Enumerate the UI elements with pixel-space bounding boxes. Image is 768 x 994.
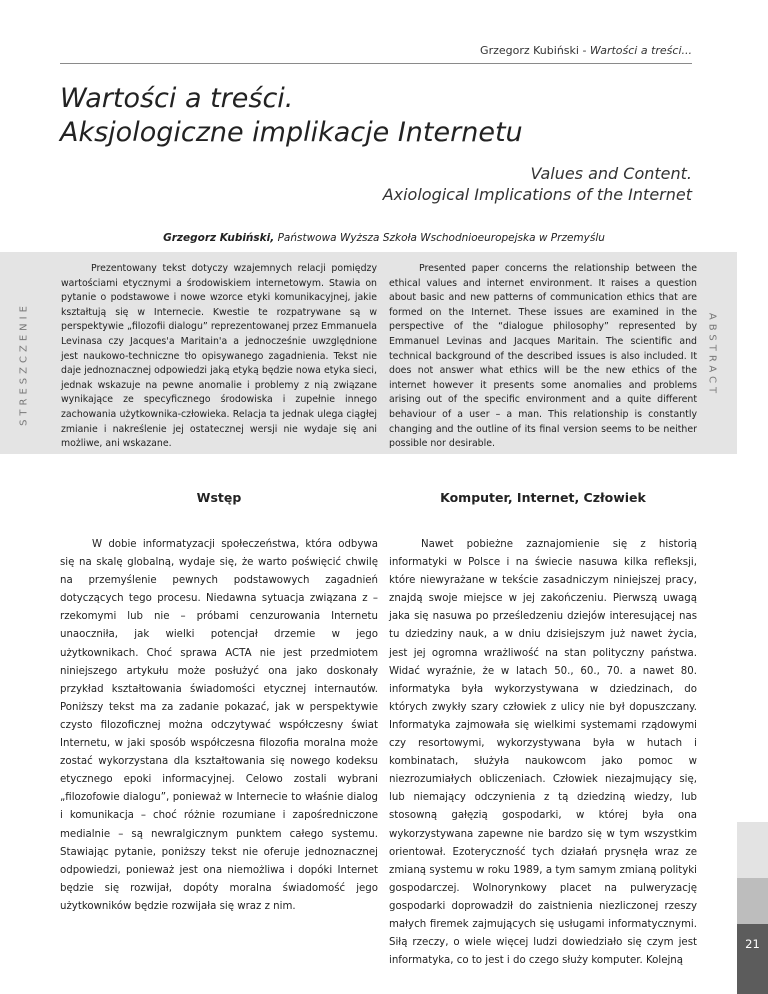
label-abstract: ABSTRACT [706,312,718,398]
body-text-right: Nawet pobieżne zaznajomienie się z historią informatyki w Polsce i na świecie nasuwa kilka refleksji, które niewyrażane w tekście zasadniczym niniejszej pracy, znajdą swoje miejsce w jej zakończeniu. Pierwszą uwagą jaka się nasuwa po prześledzeniu dziejów interesującej nas tu dziedziny nauk, a w dniu dzisiejszym już nawet życia, jest jej ogromna wrażliwość na stan polityczny państwa. Widać wyraźnie, że w latach 50., 60., 70. a nawet 80. informatyka była wykorzystywana w dziedzinach, do których zwykły szary człowiek z ulicy nie był dopuszczany. Informatyka zajmowała się wielkimi systemami rządowymi czy resortowymi, wykorzystywana była w hutach i kombinatach, służyła naukowcom jako pomoc w niezrozumiałych obliczeniach. Człowiek niezajmujący się, lub niemający odczynienia z tą dziedziną wiedzy, lub stosowną gałęzią gospodarki, w której była ona wykorzystywana zapewne nie bardzo się w tym wszystkim orientował. Ezoteryczność tych działań prysnęła wraz ze zmianą systemu w roku 1989, a tym samym zmianą polityki gospodarczej. Wolnorynkowy placet na pulweryzację gospodarki doprowadził do zaistnienia niezliczonej rzeszy małych firemek zajmujących się usługami informatycznymi. Siłą rzeczy, o wiele więcej ludzi dowiedziało się czym jest informatyka, co to jest i do czego służy komputer. Kolejną [389,539,697,967]
title-english [232,163,692,205]
byline [0,232,768,244]
page-number: 21 [745,937,760,951]
page-tab-light [737,822,768,878]
byline-author: Grzegorz Kubiński, [163,232,275,244]
running-head [480,44,692,57]
byline-affiliation: Państwowa Wyższa Szkoła Wschodnioeuropejska w Przemyślu [274,232,605,244]
running-head-author: Grzegorz Kubiński - [480,44,590,57]
title-polish-line2: Aksjologiczne implikacje Internetu [60,117,523,148]
abstract-english: Presented paper concerns the relationship between the ethical values and internet environment. It raises a question about basic and new patterns of communication ethics that are formed on the Internet. These issues are examined in the perspective of the “dialogue philosophy” represented by Emmanuel Levinas and Jacques Maritain. The scientific and technical background of the described issues is also included. It does not answer what ethics will be the new ethics of the internet however it presents some anomalies and problems arising out of the specific environment and a quite different behaviour of a user – a man. This relationship is constantly changing and the outline of its final version seems to be neither possible nor desirable. [389,263,697,450]
title-english-line2: Axiological Implications of the Internet [382,185,692,204]
page-tab-mid [737,878,768,924]
section-heading-komputer: Komputer, Internet, Człowiek [440,490,646,505]
page-tab-dark [737,924,768,994]
title-english-line1: Values and Content. [530,164,692,183]
body-text-left: W dobie informatyzacji społeczeństwa, która odbywa się na skalę globalną, wydaje się, że warto poświęcić chwilę na przemyślenie pewnych podstawowych zagadnień dotyczących tego procesu. Niedawna sytuacja związana z – rzekomymi lub nie – próbami cenzurowania Internetu unaoczniła, jak wielki potencjał drzemie w jego użytkownikach. Choć sprawa ACTA nie jest przedmiotem niniejszego artykułu może posłużyć ona jako doskonały przykład kształtowania świadomości etycznej internautów. Poniższy tekst ma za zadanie pokazać, jak w perspektywie czysto filozoficznej można odczytywać współczesny świat Internetu, w jaki sposób współczesna filozofia moralna może zostać wykorzystana dla kształtowania się nowego kodeksu etycznego epoki informacyjnej. Celowo zostali wybrani „filozofowie dialogu”, ponieważ w Internecie to właśnie dialog i komunikacja – choć różnie rozumiane i zapośredniczone medialnie – są newralgicznym punktem całego systemu. Stawiając pytanie, poniższy tekst nie oferuje jednoznacznej odpowiedzi, ponieważ jest ona niemożliwa i dopóki Internet będzie się rozwijał, dopóty moralna świadomość jego użytkowników będzie rozwijała się wraz z nim. [60,539,378,912]
header-rule [60,63,692,64]
running-head-title: Wartości a treści... [589,44,692,57]
section-heading-wstep: Wstęp [196,490,242,505]
abstract-polish: Prezentowany tekst dotyczy wzajemnych relacji pomiędzy wartościami etycznymi a środowiskiem internetowym. Stawia on pytanie o podstawowe i nowe wzorce etyki komunikacyjnej, jakie kształtują się w Internecie. Kwestie te rozpatrywane są w perspektywie „filozofii dialogu” reprezentowanej przez Emmanuela Levinasa czy Jacques'a Maritain'a a jednocześnie uwzględnione jest naukowo-techniczne tło opisywanego zagadnienia. Tekst nie daje jednoznacznej odpowiedzi jaką etyką będzie nowa etyka sieci, jednak wskazuje na pewne anomalie i problemy z nią związane wynikające ze specyficznego środowiska i zupełnie innego zachowania użytkownika-człowieka. Relacja ta jednak ulega ciągłej zmianie i nakreślenie jej ostatecznej wersji nie wydaje się ani możliwe, ani wskazane. [61,263,377,450]
title-polish-line1: Wartości a treści. [60,83,294,114]
label-streszczenie: STRESZCZENIE [18,302,30,426]
title-polish [60,82,680,150]
